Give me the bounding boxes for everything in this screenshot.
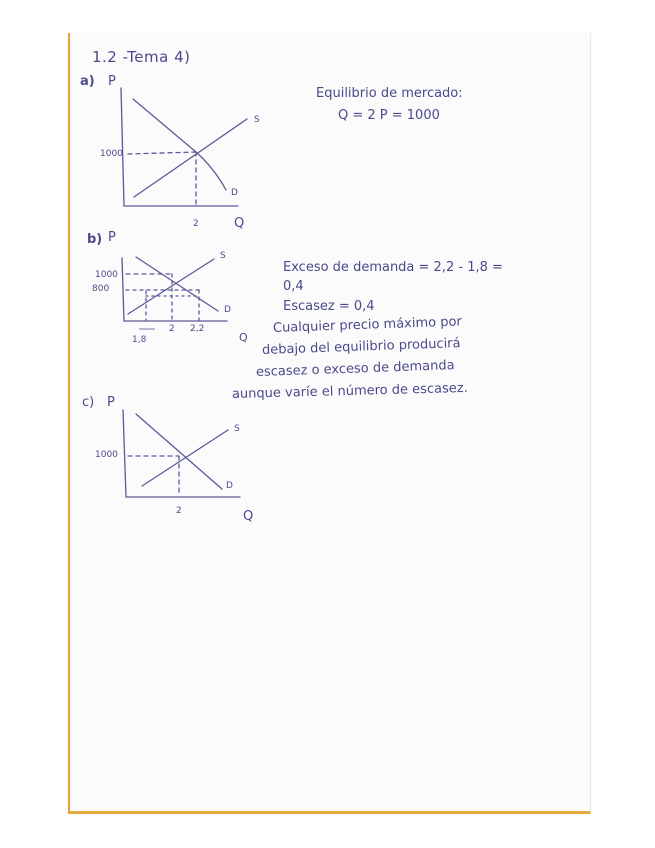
graph-c-supply-label: S	[234, 424, 240, 434]
equilibrium-values: Q = 2 P = 1000	[338, 108, 440, 123]
part-a-label: a)	[80, 74, 95, 89]
graph-c-y-axis	[123, 410, 126, 497]
excess-demand-line: Exceso de demanda = 2,2 - 1,8 =	[283, 260, 503, 275]
graph-c-price-tick: 1000	[95, 450, 118, 460]
graph-c-axis-q: Q	[243, 509, 254, 524]
graph-b-price-tick-800: 800	[92, 284, 110, 294]
graph-c-demand-curve	[136, 414, 222, 489]
graph-b-qty-tick-1-8: 1,8	[132, 335, 147, 345]
graph-a-price-tick: 1000	[100, 149, 123, 159]
part-c-label: c)	[82, 395, 95, 410]
graph-b-axis-q: Q	[239, 331, 248, 344]
part-c-axis-p: P	[107, 395, 115, 410]
graph-a-axis-q: Q	[234, 216, 245, 231]
graph-b-price-tick-1000: 1000	[95, 270, 118, 280]
explanation-line-4: aunque varíe el número de escasez.	[231, 380, 468, 402]
explanation-line-3: escasez o exceso de demanda	[255, 358, 455, 380]
shortage-line: Escasez = 0,4	[283, 299, 375, 314]
graph-b-qty-tick-2-2: 2,2	[190, 324, 205, 334]
excess-demand-value: 0,4	[283, 279, 304, 294]
explanation-line-1: Cualquier precio máximo por	[272, 314, 463, 336]
graph-b-supply-label: S	[220, 251, 226, 261]
exercise-title: 1.2 -Tema 4)	[92, 48, 191, 66]
graph-b-qty-tick-2: 2	[169, 324, 175, 334]
graph-c-demand-label: D	[226, 481, 233, 491]
explanation-line-2: debajo del equilibrio producirá	[261, 336, 461, 358]
part-b-axis-p: P	[108, 230, 116, 245]
graph-b-demand-label: D	[224, 305, 231, 315]
equilibrium-heading: Equilibrio de mercado:	[316, 86, 463, 101]
graph-a-supply-label: S	[254, 115, 260, 125]
graph-a-qty-tick: 2	[193, 219, 199, 229]
graph-c-qty-tick: 2	[176, 506, 182, 516]
graph-a-demand-label: D	[231, 188, 238, 198]
part-b-label: b)	[87, 232, 103, 247]
graph-c-supply-curve	[142, 430, 228, 486]
part-a-axis-p: P	[108, 74, 116, 89]
